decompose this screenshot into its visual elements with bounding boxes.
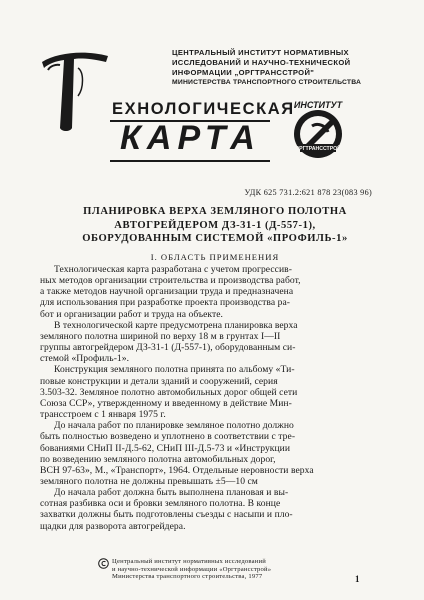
org-line-1: ЦЕНТРАЛЬНЫЙ ИНСТИТУТ НОРМАТИВНЫХ <box>172 48 349 57</box>
footer-line-2: и научно-технической информации «Оргтрансстрой» <box>112 565 272 573</box>
copyright-footer <box>112 558 342 581</box>
body-line: бованиями СНиП II-Д.5-62, СНиП III-Д.5-73 и «Инструкции <box>40 442 291 454</box>
document-title-line-1: ПЛАНИРОВКА ВЕРХА ЗЕМЛЯНОГО ПОЛОТНА <box>83 206 347 217</box>
body-line: До начала работ по планировке земляное полотно должно <box>54 420 294 432</box>
body-line: стемой «Профиль-1». <box>40 353 130 365</box>
title-karta: КАРТА <box>120 119 261 157</box>
document-title <box>40 205 390 246</box>
page-number: 1 <box>355 574 360 584</box>
body-line: бот и организации работ и труда на объекте. <box>40 308 224 320</box>
body-line: Союза ССР», утвержденному и введенному в действие Мин- <box>40 397 292 409</box>
body-line: земляного полотна шириной по верху 18 м в грунтах I—II <box>40 330 281 342</box>
organization-header <box>172 48 402 88</box>
document-title-line-2: АВТОГРЕЙДЕРОМ ДЗ-31-1 (Д-557-1), <box>114 219 316 231</box>
body-line: ВСН 97-63», М., «Транспорт», 1964. Отдельные неровности верха <box>40 464 314 476</box>
body-line: повые конструкции и детали зданий и сооружений, серия <box>40 375 278 387</box>
body-line: До начала работ должна быть выполнена плановая и вы- <box>54 487 289 499</box>
body-line: щадки для разворота автогрейдера. <box>40 520 186 532</box>
body-line: а также методов научной организации труда и предназначена <box>40 286 294 298</box>
ministry-line: МИНИСТЕРСТВА ТРАНСПОРТНОГО СТРОИТЕЛЬСТВА <box>172 79 362 86</box>
body-line: ных методов организации строительства и производства работ, <box>40 275 301 287</box>
footer-line-3: Министерства транспортного строительства, 1977 <box>112 573 263 581</box>
org-line-2: ИССЛЕДОВАНИЙ И НАУЧНО-ТЕХНИЧЕСКОЙ <box>172 58 351 67</box>
body-line: захватки должны быть подготовлены съезды с насыпи и пло- <box>40 509 293 521</box>
emblem-bottom-label: ОРГТРАНССТРОЙ <box>295 146 341 152</box>
decorative-t-letter <box>38 48 110 132</box>
body-line: сотная разбивка оси и бровки земляного полотна. В конце <box>40 498 281 510</box>
body-line: В технологической карте предусмотрена планировка верха <box>54 319 298 331</box>
udk-code: УДК 625 731.2:621 878 23(083 96) <box>244 188 372 197</box>
emblem-top-label: ИНСТИТУТ <box>293 100 343 110</box>
body-text <box>40 264 392 532</box>
body-line: трансстроем с 1 января 1975 г. <box>40 409 166 421</box>
orgtransstroy-emblem <box>282 96 354 168</box>
body-line: Конструкция земляного полотна принята по альбому «Ти- <box>54 364 295 376</box>
copyright-icon <box>98 558 109 569</box>
section-heading: I. ОБЛАСТЬ ПРИМЕНЕНИЯ <box>150 252 280 262</box>
title-technological: ЕХНОЛОГИЧЕСКАЯ <box>112 100 295 118</box>
body-line: по возведению земляного полотна автомобильных дорог, <box>40 453 276 465</box>
body-line: Технологическая карта разработана с учетом прогрессив- <box>54 264 292 275</box>
org-line-3: ИНФОРМАЦИИ „ОРГТРАНССТРОЙ" <box>172 68 315 77</box>
footer-line-1: Центральный институт нормативных исследований <box>112 558 266 565</box>
body-line: группы автогрейдером ДЗ-31-1 (Д-557-1), оборудованным си- <box>40 342 296 354</box>
document-title-line-3: ОБОРУДОВАННЫМ СИСТЕМОЙ «ПРОФИЛЬ-1» <box>82 233 348 244</box>
body-line: 3.503-32. Земляное полотно автомобильных дорог общей сети <box>40 386 298 398</box>
body-line: для использования при разработке проекта производства ра- <box>40 297 291 309</box>
body-line: быть полностью возведено и уплотнено в соответствии с тре- <box>40 431 296 443</box>
body-line: земляного полотна не должны превышать ±5—10 см <box>40 475 258 487</box>
